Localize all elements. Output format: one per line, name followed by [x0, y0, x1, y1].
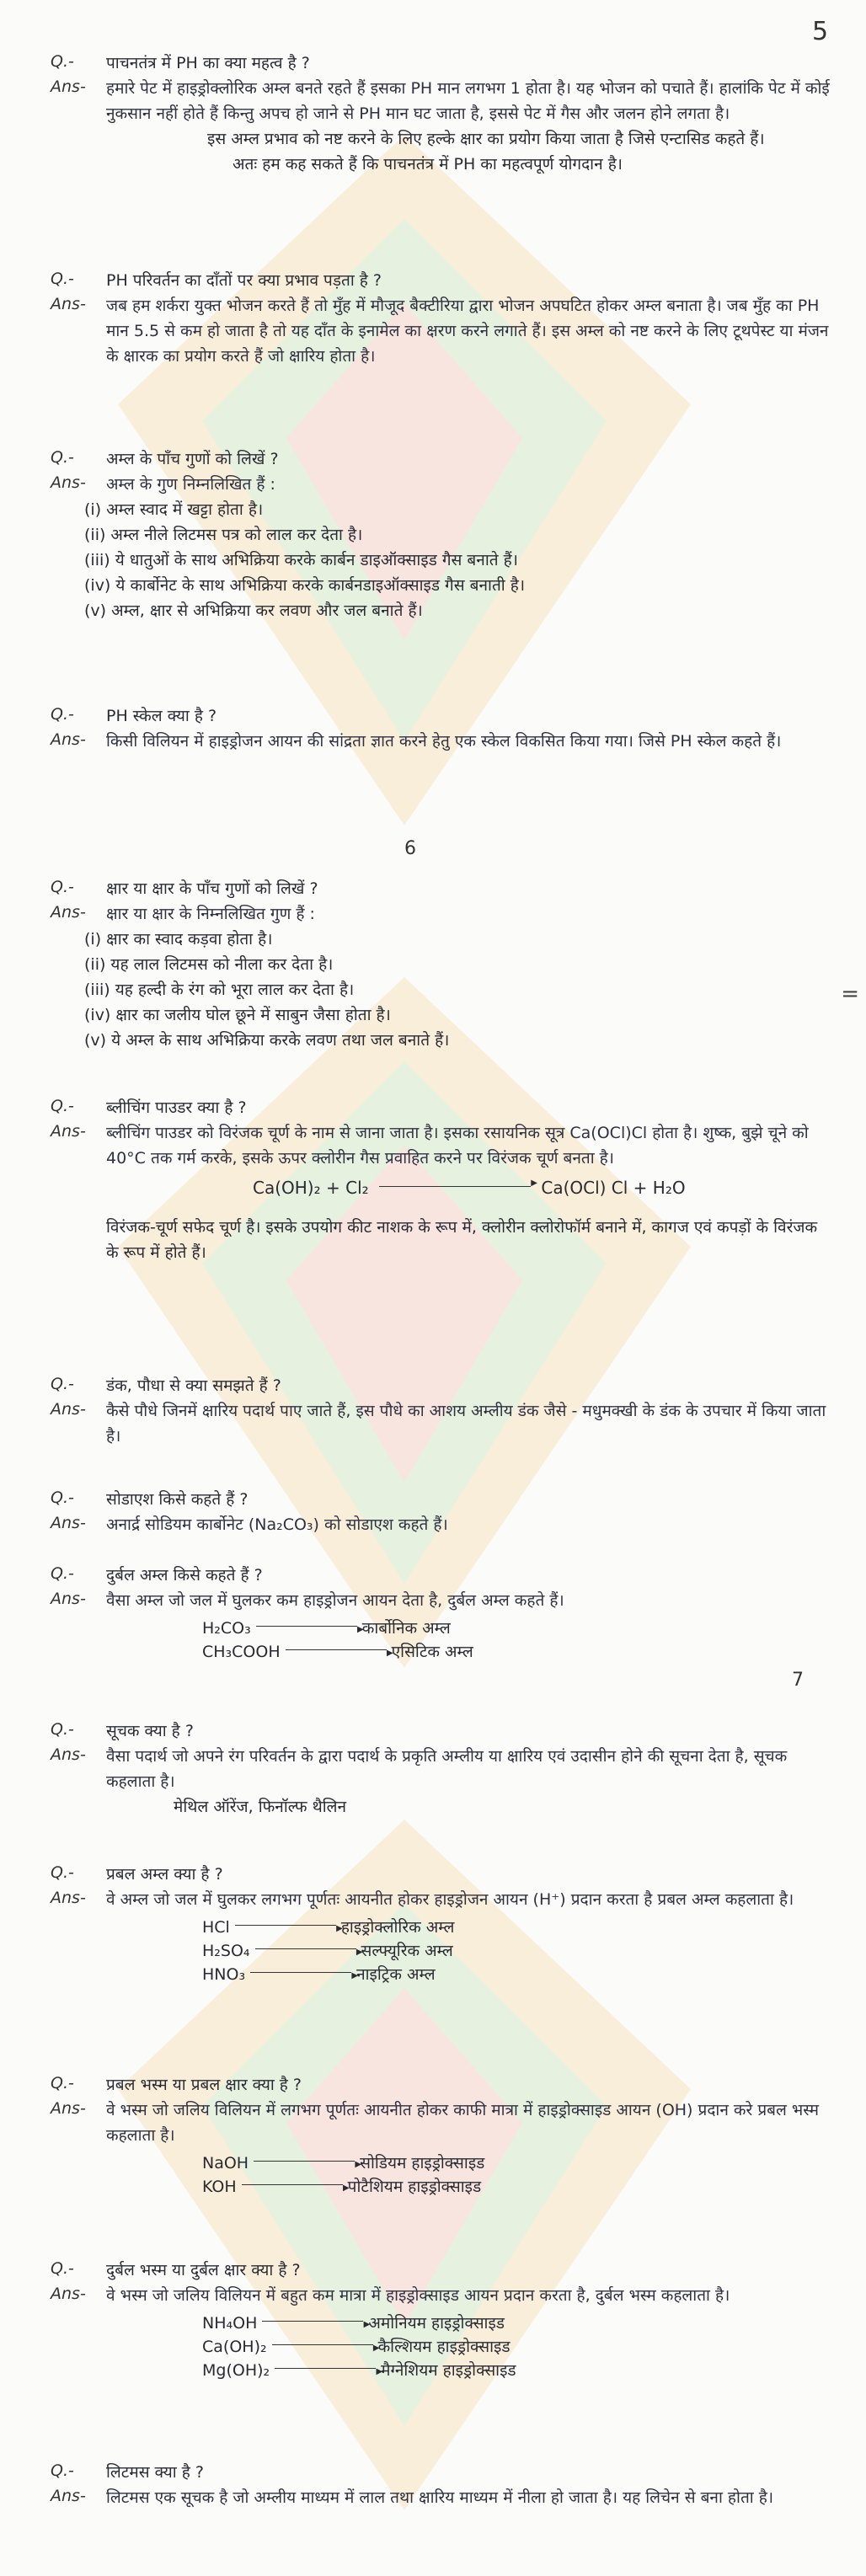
- qa-block: [51, 2258, 834, 2382]
- compound-name: मैग्नेशियम हाइड्रोक्साइड: [381, 2361, 516, 2380]
- compound-name: सोडियम हाइड्रोक्साइड: [360, 2154, 485, 2172]
- qa-block: [51, 51, 834, 177]
- answer-label: Ans-: [51, 1514, 86, 1532]
- chemical-equation: [253, 1178, 834, 1198]
- list-item: (i) क्षार का स्वाद कड़वा होता है।: [84, 930, 273, 949]
- margin-mark: =: [841, 981, 859, 1007]
- qa-block: [51, 1487, 834, 1537]
- answer-label: Ans-: [51, 2099, 86, 2118]
- equation-products: Ca(OCl) Cl + H₂O: [541, 1178, 686, 1198]
- answer-text: हमारे पेट में हाइड्रोक्लोरिक अम्ल बनते रहते हैं इसका PH मान लगभग 1 होता है। यह भोजन को पचाते हैं। हालांकि पेट में कोई नुकसान नहीं होते हैं किन्तु अपच हो जाने से PH मान घट जाता है, इससे पेट में गैस और जलन होने लगता है।: [106, 79, 830, 123]
- example-row: [202, 1939, 834, 1963]
- question-text: लिटमस क्या है ?: [106, 2463, 204, 2482]
- arrow-icon: [272, 2344, 373, 2345]
- question-text: अम्ल के पाँच गुणों को लिखें ?: [106, 450, 279, 468]
- answer-text: वैसा पदार्थ जो अपने रंग परिवर्तन के द्वारा पदार्थ के प्रकृति अम्लीय या क्षारिय एवं उदासीन होने की सूचना देता है, सूचक कहलाता है।: [106, 1747, 788, 1791]
- qa-block: [51, 703, 834, 754]
- question-label: Q.-: [51, 2461, 74, 2480]
- question-text: प्रबल अम्ल क्या है ?: [106, 1865, 223, 1884]
- list-item: (iv) ये कार्बोनेट के साथ अभिक्रिया करके कार्बनडाइऑक्साइड गैस बनाती है।: [84, 576, 526, 595]
- compound-name: नाइट्रिक अम्ल: [356, 1965, 436, 1984]
- qa-block: [51, 1862, 834, 1986]
- equation-reactants: Ca(OH)₂ + Cl₂: [253, 1178, 369, 1198]
- question-label: Q.-: [51, 1097, 74, 1115]
- answer-text: मेथिल ऑरेंज, फिनॉल्फ थैलिन: [174, 1798, 347, 1816]
- answer-text: वे अम्ल जो जल में घुलकर लगभग पूर्णतः आयनीत होकर हाइड्रोजन आयन (H⁺) प्रदान करता है प्रबल अम्ल कहलाता है।: [106, 1890, 794, 1909]
- list-item: (v) ये अम्ल के साथ अभिक्रिया करके लवण तथा जल बनाते हैं।: [84, 1031, 450, 1050]
- formula: Mg(OH)₂: [202, 2361, 270, 2380]
- example-row: [202, 1963, 834, 1986]
- answer-text: अम्ल के गुण निम्नलिखित हैं :: [106, 475, 275, 494]
- qa-block: [51, 1373, 834, 1449]
- answer-label: Ans-: [51, 903, 86, 922]
- formula: HNO₃: [202, 1965, 246, 1984]
- question-label: Q.-: [51, 705, 74, 724]
- question-text: डंक, पौधा से क्या समझते हैं ?: [106, 1376, 281, 1395]
- qa-block: [51, 1563, 834, 1664]
- question-label: Q.-: [51, 878, 74, 896]
- answer-text: लिटमस एक सूचक है जो अम्लीय माध्यम में लाल तथा क्षारिय माध्यम में नीला हो जाता है। यह लिचेन से बना होता है।: [106, 2488, 774, 2507]
- question-label: Q.-: [51, 448, 74, 467]
- example-row: [202, 2175, 834, 2199]
- example-list: [202, 2151, 834, 2199]
- list-item: (iv) क्षार का जलीय घोल छूने में साबुन जैसा होता है।: [84, 1006, 391, 1024]
- page-number: 7: [792, 1670, 804, 1691]
- answer-label: Ans-: [51, 1590, 86, 1608]
- list-item: (ii) अम्ल नीले लिटमस पत्र को लाल कर देता है।: [84, 526, 363, 544]
- answer-label: Ans-: [51, 2285, 86, 2303]
- compound-name: हाइड्रोक्लोरिक अम्ल: [340, 1918, 455, 1937]
- page-number: 6: [404, 838, 416, 859]
- question-text: सोडाएश किसे कहते हैं ?: [106, 1490, 249, 1509]
- question-label: Q.-: [51, 2074, 74, 2092]
- answer-text: अनार्द्र सोडियम कार्बोनेट (Na₂CO₃) को सोडाएश कहते हैं।: [106, 1515, 448, 1534]
- arrow-icon: [286, 1649, 387, 1650]
- qa-block: [51, 876, 834, 1053]
- example-row: [202, 2311, 834, 2335]
- answer-label: Ans-: [51, 77, 86, 96]
- question-text: PH स्केल क्या है ?: [106, 707, 217, 725]
- question-label: Q.-: [51, 2259, 74, 2278]
- qa-block: [51, 1095, 834, 1265]
- answer-label: Ans-: [51, 730, 86, 749]
- question-text: क्षार या क्षार के पाँच गुणों को लिखें ?: [106, 879, 318, 898]
- answer-text: क्षार या क्षार के निम्नलिखित गुण हैं :: [106, 905, 315, 923]
- question-label: Q.-: [51, 1564, 74, 1583]
- list-item: (ii) यह लाल लिटमस को नीला कर देता है।: [84, 955, 334, 974]
- arrow-icon: [254, 2161, 355, 2162]
- answer-text: इस अम्ल प्रभाव को नष्ट करने के लिए हल्के क्षार का प्रयोग किया जाता है जिसे एन्टासिड कहते हैं।: [207, 130, 765, 148]
- formula: HCl: [202, 1918, 230, 1937]
- arrow-icon: [235, 1925, 336, 1926]
- compound-name: कैल्शियम हाइड्रोक्साइड: [377, 2338, 511, 2356]
- question-label: Q.-: [51, 270, 74, 288]
- question-label: Q.-: [51, 52, 74, 71]
- formula: H₂CO₃: [202, 1619, 251, 1638]
- answer-label: Ans-: [51, 1889, 86, 1907]
- compound-name: अमोनियम हाइड्रोक्साइड: [368, 2314, 505, 2333]
- example-row: [202, 2335, 834, 2359]
- question-label: Q.-: [51, 1375, 74, 1393]
- answer-label: Ans-: [51, 473, 86, 492]
- compound-name: पोटैशियम हाइड्रोक्साइड: [347, 2178, 482, 2196]
- arrow-icon: [242, 2184, 343, 2185]
- formula: KOH: [202, 2178, 237, 2196]
- list-item: (iii) यह हल्दी के रंग को भूरा लाल कर देता है।: [84, 981, 355, 999]
- list-item: (v) अम्ल, क्षार से अभिक्रिया कर लवण और जल बनाते हैं।: [84, 601, 423, 620]
- example-list: [202, 1916, 834, 1986]
- compound-name: कार्बोनिक अम्ल: [361, 1619, 451, 1638]
- question-label: Q.-: [51, 1720, 74, 1739]
- page-number: 5: [812, 17, 829, 46]
- answer-label: Ans-: [51, 1122, 86, 1141]
- arrow-icon: [275, 2368, 376, 2369]
- formula: Ca(OH)₂: [202, 2338, 267, 2356]
- example-row: [202, 2359, 834, 2382]
- answer-label: Ans-: [51, 1745, 86, 1764]
- answer-text: अतः हम कह सकते हैं कि पाचनतंत्र में PH का महत्वपूर्ण योगदान है।: [233, 155, 623, 174]
- answer-label: Ans-: [51, 1400, 86, 1419]
- qa-block: [51, 2072, 834, 2199]
- formula: H₂SO₄: [202, 1942, 250, 1960]
- question-label: Q.-: [51, 1488, 74, 1507]
- answer-text: वैसा अम्ल जो जल में घुलकर कम हाइड्रोजन आयन देता है, दुर्बल अम्ल कहते हैं।: [106, 1591, 564, 1610]
- list-item: (iii) ये धातुओं के साथ अभिक्रिया करके कार्बन डाइऑक्साइड गैस बनाते हैं।: [84, 551, 518, 569]
- answer-text: वे भस्म जो जलिय विलियन में बहुत कम मात्रा में हाइड्रोक्साइड आयन प्रदान करता है, दुर्बल भस्म कहलाता है।: [106, 2286, 730, 2305]
- question-text: प्रबल भस्म या प्रबल क्षार क्या है ?: [106, 2076, 302, 2094]
- example-row: [202, 1916, 834, 1939]
- example-row: [202, 2151, 834, 2175]
- list-item: (i) अम्ल स्वाद में खट्टा होता है।: [84, 500, 264, 519]
- answer-text: ब्लीचिंग पाउडर को विरंजक चूर्ण के नाम से जाना जाता है। इसका रसायनिक सूत्र Ca(OCl)Cl होता है। शुष्क, बुझे चूने को 40°C तक गर्म करके, इसके ऊपर क्लोरीन गैस प्रवाहित करने पर विरंजक चूर्ण बनता है।: [106, 1124, 809, 1168]
- qa-block: [51, 2460, 834, 2510]
- answer-label: Ans-: [51, 295, 86, 313]
- compound-name: एसिटिक अम्ल: [391, 1643, 473, 1661]
- qa-block: [51, 268, 834, 369]
- question-text: सूचक क्या है ?: [106, 1722, 194, 1740]
- answer-label: Ans-: [51, 2487, 86, 2505]
- answer-text: जब हम शर्करा युक्त भोजन करते हैं तो मुँह में मौजूद बैक्टीरिया द्वारा भोजन अपघटित होकर अम्ल बनाता है। जब मुँह का PH मान 5.5 से कम हो जाता है तो यह दाँत के इनामेल का क्षरण करने लगाते हैं। इस अम्ल को नष्ट करने के लिए टूथपेस्ट या मंजन के क्षारक का प्रयोग करते हैं जो क्षारिय होता है।: [106, 297, 829, 366]
- answer-text: विरंजक-चूर्ण सफेद चूर्ण है। इसके उपयोग कीट नाशक के रूप में, क्लोरीन क्लोरोफॉर्म बनाने में, कागज एवं कपड़ों के विरंजक के रूप में होते हैं।: [106, 1218, 818, 1262]
- compound-name: सल्फ्यूरिक अम्ल: [361, 1942, 453, 1960]
- question-text: ब्लीचिंग पाउडर क्या है ?: [106, 1098, 247, 1117]
- question-text: PH परिवर्तन का दाँतों पर क्या प्रभाव पड़ता है ?: [106, 271, 382, 290]
- answer-text: कैसे पौधे जिनमें क्षारिय पदार्थ पाए जाते हैं, इस पौधे का आशय अम्लीय डंक जैसे - मधुमक्खी के डंक के उपचार में किया जाता है।: [106, 1402, 826, 1446]
- question-text: दुर्बल भस्म या दुर्बल क्षार क्या है ?: [106, 2261, 301, 2279]
- answer-text: किसी विलियन में हाइड्रोजन आयन की सांद्रता ज्ञात करने हेतु एक स्केल विकसित किया गया। जिसे PH स्केल कहते हैं।: [106, 732, 782, 751]
- answer-text: वे भस्म जो जलिय विलियन में लगभग पूर्णतः आयनीत होकर काफी मात्रा में हाइड्रोक्साइड आयन (OH) प्रदान करे प्रबल भस्म कहलाता है।: [106, 2101, 820, 2145]
- qa-block: [51, 446, 834, 623]
- formula: NH₄OH: [202, 2314, 258, 2333]
- example-list: [202, 1617, 834, 1664]
- question-label: Q.-: [51, 1863, 74, 1882]
- arrow-icon: [379, 1186, 531, 1187]
- arrow-icon: [262, 2321, 363, 2322]
- question-text: दुर्बल अम्ल किसे कहते हैं ?: [106, 1566, 263, 1585]
- qa-block: [51, 1718, 834, 1820]
- arrow-icon: [250, 1972, 351, 1973]
- example-row: [202, 1617, 834, 1640]
- example-list: [202, 2311, 834, 2382]
- question-text: पाचनतंत्र में PH का क्या महत्व है ?: [106, 54, 310, 72]
- formula: NaOH: [202, 2154, 249, 2172]
- arrow-icon: [256, 1626, 357, 1627]
- example-row: [202, 1640, 834, 1664]
- formula: CH₃COOH: [202, 1643, 281, 1661]
- arrow-icon: [255, 1948, 356, 1949]
